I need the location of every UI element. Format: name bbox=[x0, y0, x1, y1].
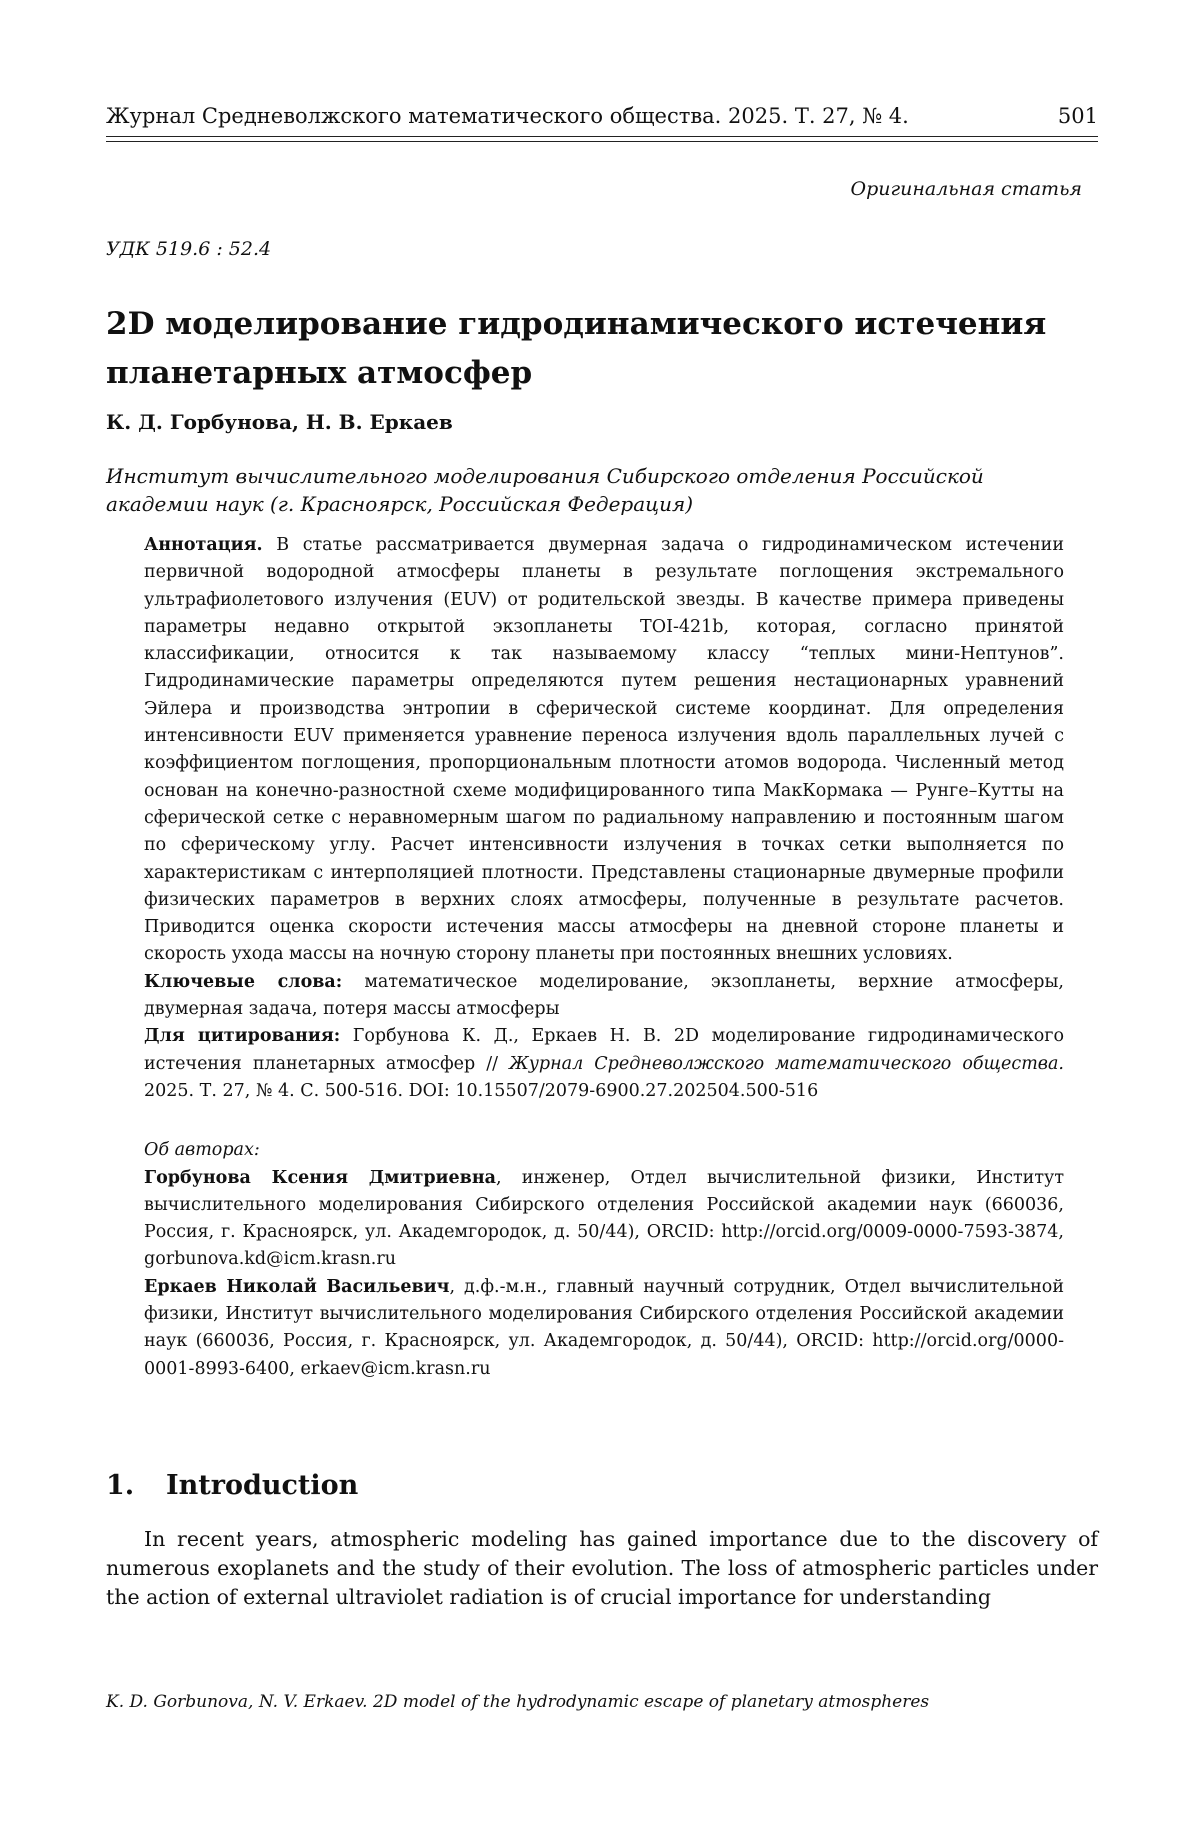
citation-journal: Журнал Средневолжского математического общества. bbox=[509, 1053, 1064, 1074]
paper-title: 2D моделирование гидродинамического истечения планетарных атмосфер bbox=[106, 306, 1047, 391]
keywords bbox=[144, 969, 1064, 1024]
citation-suffix: 2025. Т. 27, № 4. С. 500-516. DOI: 10.15507/2079-6900.27.202504.500-516 bbox=[144, 1080, 819, 1101]
affiliation: Институт вычислительного моделирования Сибирского отделения Российской академии наук (г. Красноярск, Российская Федерация) bbox=[106, 464, 984, 516]
author-bio-name: Еркаев Николай Васильевич bbox=[144, 1276, 450, 1297]
article-type: Оригинальная статья bbox=[850, 178, 1082, 200]
header-rule-top bbox=[106, 136, 1098, 137]
udk-code: УДК 519.6 : 52.4 bbox=[106, 238, 272, 260]
abstract bbox=[144, 532, 1064, 969]
abstract-block bbox=[144, 532, 1064, 1383]
abstract-text: В статье рассматривается двумерная задача о гидродинамическом истечении первичной водородной атмосферы планеты в результате поглощения экстремального ультрафиолетового излучения (EUV) от родительской звезды. В качестве примера приведены параметры недавно открытой экзопланеты TOI-421b, которая, согласно принятой классификации, относится к так называемому классу “теплых мини-Нептунов”. Гидродинамические параметры определяются путем решения нестационарных уравнений Эйлера и производства энтропии в сферической системе координат. Для определения интенсивности EUV применяется уравнение переноса излучения вдоль параллельных лучей с коэффициентом поглощения, пропорциональным плотности атомов водорода. Численный метод основан на конечно-разностной схеме модифицированного типа МакКормака — Рунге–Кутты на сферической сетке с неравномерным шагом по радиальному направлению и постоянным шагом по сферическому углу. Расчет интенсивности излучения в точках сетки выполняется по характеристикам с интерполяцией плотности. Представлены стационарные двумерные профили физических параметров в верхних слоях атмосферы, полученные в результате расчетов. Приводится оценка скорости истечения массы атмосферы на дневной стороне планеты и скорость ухода массы на ночную сторону планеты при постоянных внешних условиях. bbox=[144, 535, 1064, 965]
page-number: 501 bbox=[1057, 104, 1098, 128]
journal-name: Журнал Средневолжского математического общества. 2025. Т. 27, № 4. bbox=[106, 104, 909, 128]
author-list: К. Д. Горбунова, Н. В. Еркаев bbox=[106, 410, 453, 434]
citation-label: Для цитирования: bbox=[144, 1026, 341, 1047]
intro-paragraph: In recent years, atmospheric modeling has gained importance due to the discovery of numerous exoplanets and the study of their evolution. The loss of atmospheric particles under the action of external ultraviolet radiation is of crucial importance for understanding bbox=[106, 1527, 1098, 1609]
section-number: 1. bbox=[106, 1470, 135, 1501]
keywords-label: Ключевые слова: bbox=[144, 971, 343, 992]
header-rule-bottom bbox=[106, 141, 1098, 142]
author-bio bbox=[144, 1165, 1064, 1274]
author-bio-name: Горбунова Ксения Дмитриевна bbox=[144, 1167, 496, 1188]
keywords-text: математическое моделирование, экзопланеты, верхние атмосферы, двумерная задача, потеря массы атмосферы bbox=[144, 971, 1064, 1020]
author-bio bbox=[144, 1274, 1064, 1383]
section-title: Introduction bbox=[166, 1470, 359, 1501]
abstract-label: Аннотация. bbox=[144, 535, 263, 555]
citation-prefix: Горбунова К. Д., Еркаев Н. В. 2D моделирование гидродинамического истечения планетарных атмосфер // bbox=[144, 1026, 1064, 1074]
author-bio-details: , инженер, Отдел вычислительной физики, Институт вычислительного моделирования Сибирского отделения Российской академии наук (660036, Россия, г. Красноярск, ул. Академгородок, д. 50/44), ORCID: http://orcid.org/0009-0000-7593-3874, gorbunova.kd@icm.krasn.ru bbox=[144, 1167, 1065, 1270]
author-bio-details: , д.ф.-м.н., главный научный сотрудник, Отдел вычислительной физики, Институт вычислительного моделирования Сибирского отделения Российской академии наук (660036, Россия, г. Красноярск, ул. Академгородок, д. 50/44), ORCID: http://orcid.org/0000-0001-8993-6400, erkaev@icm.krasn.ru bbox=[144, 1276, 1064, 1379]
about-authors-label: Об авторах: bbox=[144, 1140, 260, 1161]
running-footer: K. D. Gorbunova, N. V. Erkaev. 2D model of the hydrodynamic escape of planetary atmospheres bbox=[106, 1692, 930, 1712]
citation bbox=[144, 1023, 1064, 1105]
section-heading bbox=[106, 1470, 358, 1501]
